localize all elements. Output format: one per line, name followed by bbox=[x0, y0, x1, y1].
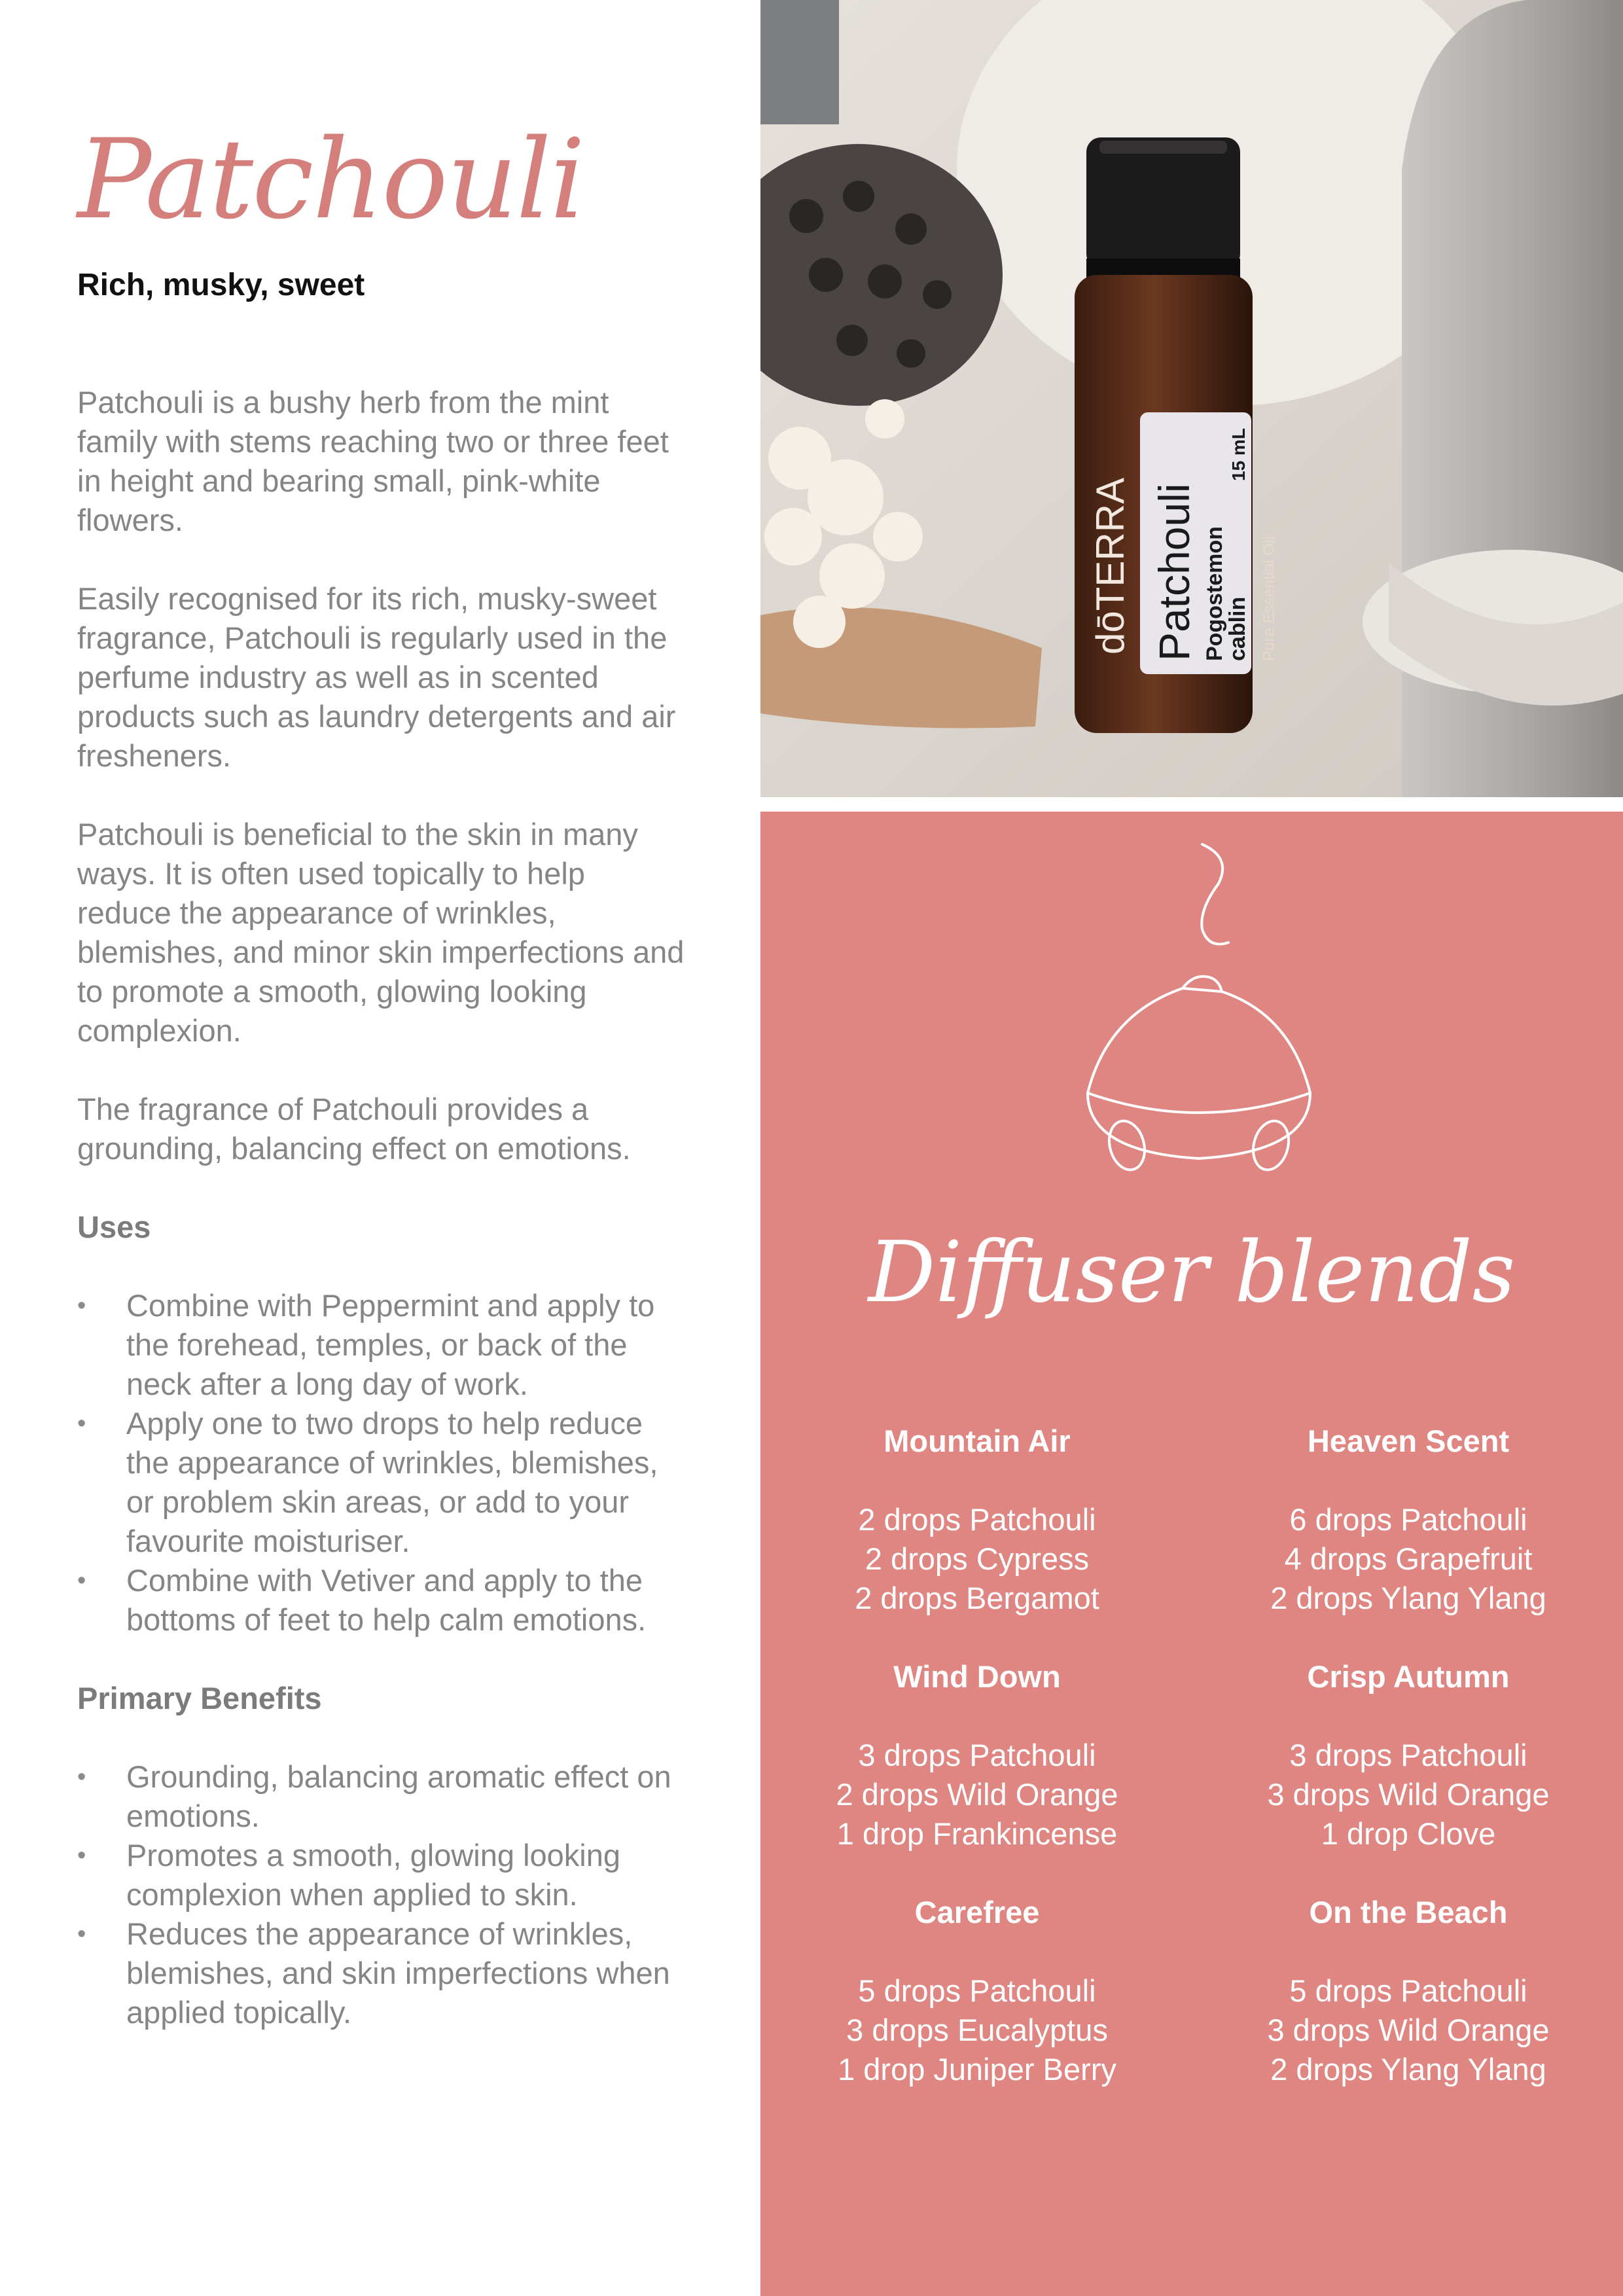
blend-card bbox=[1194, 1893, 1623, 2089]
bottle-label: Patchouli bbox=[1150, 483, 1198, 661]
list-item: • Combine with Peppermint and apply to the forehead, temples, or back of the neck after a long day of work. bbox=[77, 1286, 686, 1404]
blend-ingredient: 2 drops Ylang Ylang bbox=[1270, 2052, 1546, 2087]
blend-name: Heaven Scent bbox=[1307, 1424, 1510, 1458]
blend-ingredient: 2 drops Bergamot bbox=[855, 1581, 1099, 1615]
blend-card bbox=[1194, 1657, 1623, 1854]
diffuser-title: Diffuser blends bbox=[868, 1224, 1516, 1321]
blend-card bbox=[760, 1657, 1194, 1854]
uses-list bbox=[77, 1286, 686, 1640]
page-title: Patchouli bbox=[77, 115, 584, 243]
blend-ingredient: 3 drops Patchouli bbox=[1289, 1738, 1527, 1772]
description-paragraph: Patchouli is beneficial to the skin in many ways. It is often used topically to help reduce the appearance of wrinkles, blemishes, and minor skin imperfections and to promote a smooth, glowing looking complexion. bbox=[77, 817, 685, 1048]
blend-name: Carefree bbox=[914, 1895, 1040, 1929]
blend-name: Mountain Air bbox=[883, 1424, 1071, 1458]
description-paragraph: Patchouli is a bushy herb from the mint family with stems reaching two or three feet in height and bearing small, pink-white flowers. bbox=[77, 385, 669, 537]
blend-ingredient: 6 drops Patchouli bbox=[1289, 1502, 1527, 1537]
blend-ingredient: 3 drops Wild Orange bbox=[1267, 2013, 1550, 2047]
diffuser-icon bbox=[1068, 825, 1330, 1191]
benefits-list bbox=[77, 1757, 686, 2032]
description-paragraph: Easily recognised for its rich, musky-sweet fragrance, Patchouli is regularly used in the perfume industry as well as in scented products such as laundry detergents and air fresheners. bbox=[77, 581, 676, 773]
product-photo bbox=[760, 0, 1623, 797]
bottle-brand: dōTERRA bbox=[1088, 477, 1132, 655]
benefits-heading: Primary Benefits bbox=[77, 1681, 322, 1715]
blend-ingredient: 1 drop Juniper Berry bbox=[838, 2052, 1116, 2087]
list-item: • Grounding, balancing aromatic effect on emotions. bbox=[77, 1757, 686, 1836]
list-item: • Combine with Vetiver and apply to the bottoms of feet to help calm emotions. bbox=[77, 1561, 686, 1640]
blend-card bbox=[760, 1893, 1194, 2089]
body-text bbox=[77, 383, 686, 2072]
bottle-botanical: Pogostemon bbox=[1202, 526, 1227, 661]
list-item: • Promotes a smooth, glowing looking complexion when applied to skin. bbox=[77, 1836, 686, 1914]
blend-ingredient: 2 drops Ylang Ylang bbox=[1270, 1581, 1546, 1615]
bottle-volume: 15 mL bbox=[1228, 428, 1249, 481]
blend-ingredient: 3 drops Patchouli bbox=[858, 1738, 1096, 1772]
blend-ingredient: 4 drops Grapefruit bbox=[1284, 1541, 1533, 1576]
blend-ingredient: 5 drops Patchouli bbox=[1289, 1973, 1527, 2008]
blend-ingredient: 2 drops Wild Orange bbox=[836, 1777, 1118, 1812]
blend-ingredient: 2 drops Patchouli bbox=[858, 1502, 1096, 1537]
bottle-caption: Pure Essential Oil bbox=[1260, 536, 1278, 661]
blend-ingredient: 3 drops Eucalyptus bbox=[846, 2013, 1108, 2047]
uses-heading: Uses bbox=[77, 1210, 151, 1244]
blend-name: Wind Down bbox=[893, 1659, 1061, 1694]
blend-name: Crisp Autumn bbox=[1307, 1659, 1510, 1694]
blend-grid bbox=[760, 1422, 1623, 2089]
blend-ingredient: 2 drops Cypress bbox=[865, 1541, 1090, 1576]
description-paragraph: The fragrance of Patchouli provides a grounding, balancing effect on emotions. bbox=[77, 1092, 631, 1166]
diffuser-panel bbox=[760, 812, 1623, 2296]
blend-ingredient: 1 drop Frankincense bbox=[836, 1816, 1118, 1851]
blend-card bbox=[1194, 1422, 1623, 1618]
blend-card bbox=[760, 1422, 1194, 1618]
blend-ingredient: 3 drops Wild Orange bbox=[1267, 1777, 1550, 1812]
list-item: • Apply one to two drops to help reduce the appearance of wrinkles, blemishes, or problem skin areas, or add to your favourite moisturiser. bbox=[77, 1404, 686, 1561]
tagline: Rich, musky, sweet bbox=[77, 268, 365, 302]
bottle-botanical: cablin bbox=[1225, 596, 1250, 661]
blend-ingredient: 1 drop Clove bbox=[1321, 1816, 1496, 1851]
list-item: • Reduces the appearance of wrinkles, blemishes, and skin imperfections when applied topically. bbox=[77, 1914, 686, 2032]
blend-name: On the Beach bbox=[1309, 1895, 1508, 1929]
blend-ingredient: 5 drops Patchouli bbox=[858, 1973, 1096, 2008]
